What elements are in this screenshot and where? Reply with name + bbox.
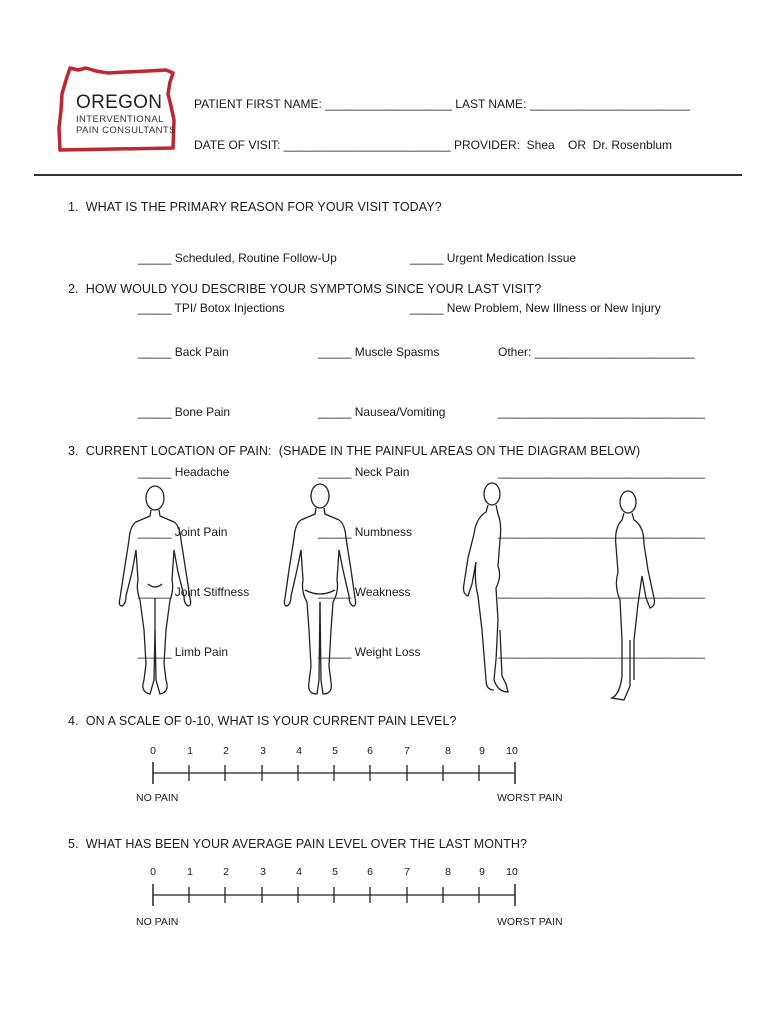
- q4-scale-number: 2: [223, 745, 229, 757]
- q4-scale-number: 8: [445, 745, 451, 757]
- q2-back-pain[interactable]: _____ Back Pain: [138, 345, 229, 359]
- q4-scale-number: 9: [479, 745, 485, 757]
- body-front-figure[interactable]: [119, 486, 190, 694]
- q4-scale-number: 5: [332, 745, 338, 757]
- q5-low-label: NO PAIN: [136, 916, 179, 928]
- patient-name-field[interactable]: PATIENT FIRST NAME: ___________________ LAST NAME: ________________________: [194, 97, 690, 111]
- q5-scale-number: 1: [187, 866, 193, 878]
- q1-option-new-problem[interactable]: _____ New Problem, New Illness or New Injury: [410, 301, 661, 315]
- q4-scale-number: 6: [367, 745, 373, 757]
- q2-headache[interactable]: _____ Headache: [138, 465, 230, 479]
- q5-scale-number: 4: [296, 866, 302, 878]
- q5-scale-number: 7: [404, 866, 410, 878]
- body-side-right-figure[interactable]: [612, 491, 655, 700]
- q4-scale-number: 7: [404, 745, 410, 757]
- q2-title: 2. HOW WOULD YOU DESCRIBE YOUR SYMPTOMS SINCE YOUR LAST VISIT?: [68, 282, 542, 296]
- q1-option-injections[interactable]: _____ TPI/ Botox Injections: [138, 301, 285, 315]
- q4-scale-number: 4: [296, 745, 302, 757]
- q5-scale-number: 8: [445, 866, 451, 878]
- q1-option-followup[interactable]: _____ Scheduled, Routine Follow-Up: [138, 251, 337, 265]
- logo-subtitle-line1: INTERVENTIONAL: [76, 114, 164, 125]
- logo-title: OREGON: [76, 92, 163, 113]
- q2-nausea[interactable]: _____ Nausea/Vomiting: [318, 405, 446, 419]
- q2-other-line[interactable]: _______________________________: [498, 405, 705, 419]
- q2-neck-pain[interactable]: _____ Neck Pain: [318, 465, 410, 479]
- logo-subtitle-line2: PAIN CONSULTANTS: [76, 125, 176, 136]
- header-divider: [34, 174, 742, 176]
- q4-high-label: WORST PAIN: [497, 792, 563, 804]
- q2-weight-loss[interactable]: _____ Weight Loss: [318, 645, 421, 659]
- q5-scale-number: 0: [150, 866, 156, 878]
- q5-scale-number: 3: [260, 866, 266, 878]
- q5-scale-number: 9: [479, 866, 485, 878]
- q2-other-line[interactable]: _______________________________: [498, 525, 705, 539]
- visit-provider-field[interactable]: DATE OF VISIT: _________________________ PROVIDER: Shea OR Dr. Rosenblum: [194, 138, 673, 152]
- body-diagrams[interactable]: [100, 480, 680, 705]
- q5-scale-number: 10: [506, 866, 518, 878]
- q5-high-label: WORST PAIN: [497, 916, 563, 928]
- q2-weakness[interactable]: _____ Weakness: [318, 585, 411, 599]
- q5-scale-number: 5: [332, 866, 338, 878]
- q4-scale-line[interactable]: [145, 760, 525, 786]
- q4-scale-number: 10: [506, 745, 518, 757]
- q4-title: 4. ON A SCALE OF 0-10, WHAT IS YOUR CURRENT PAIN LEVEL?: [68, 714, 457, 728]
- body-side-left-figure[interactable]: [464, 483, 509, 692]
- q1-title: 1. WHAT IS THE PRIMARY REASON FOR YOUR VISIT TODAY?: [68, 200, 442, 214]
- q4-scale-number: 3: [260, 745, 266, 757]
- q4-scale-number: 1: [187, 745, 193, 757]
- q2-other[interactable]: Other: ________________________: [498, 345, 695, 359]
- q2-joint-pain[interactable]: _____ Joint Pain: [138, 525, 228, 539]
- q3-title: 3. CURRENT LOCATION OF PAIN: (SHADE IN THE PAINFUL AREAS ON THE DIAGRAM BELOW): [68, 444, 641, 458]
- q2-joint-stiffness[interactable]: _____ Joint Stiffness: [138, 585, 250, 599]
- q2-other-line[interactable]: _______________________________: [498, 645, 705, 659]
- q2-numbness[interactable]: _____ Numbness: [318, 525, 413, 539]
- q5-title: 5. WHAT HAS BEEN YOUR AVERAGE PAIN LEVEL OVER THE LAST MONTH?: [68, 837, 528, 851]
- q2-muscle-spasms[interactable]: _____ Muscle Spasms: [318, 345, 440, 359]
- q4-scale-number: 0: [150, 745, 156, 757]
- q5-scale-line[interactable]: [145, 882, 525, 908]
- q4-low-label: NO PAIN: [136, 792, 179, 804]
- q5-scale-number: 6: [367, 866, 373, 878]
- q1-option-urgent[interactable]: _____ Urgent Medication Issue: [410, 251, 577, 265]
- q2-bone-pain[interactable]: _____ Bone Pain: [138, 405, 231, 419]
- q5-scale-number: 2: [223, 866, 229, 878]
- logo-subtitle: [76, 114, 176, 136]
- body-back-figure[interactable]: [284, 484, 355, 694]
- q2-other-line[interactable]: _______________________________: [498, 585, 705, 599]
- q2-other-line[interactable]: _______________________________: [498, 465, 705, 479]
- q2-limb-pain[interactable]: _____ Limb Pain: [138, 645, 229, 659]
